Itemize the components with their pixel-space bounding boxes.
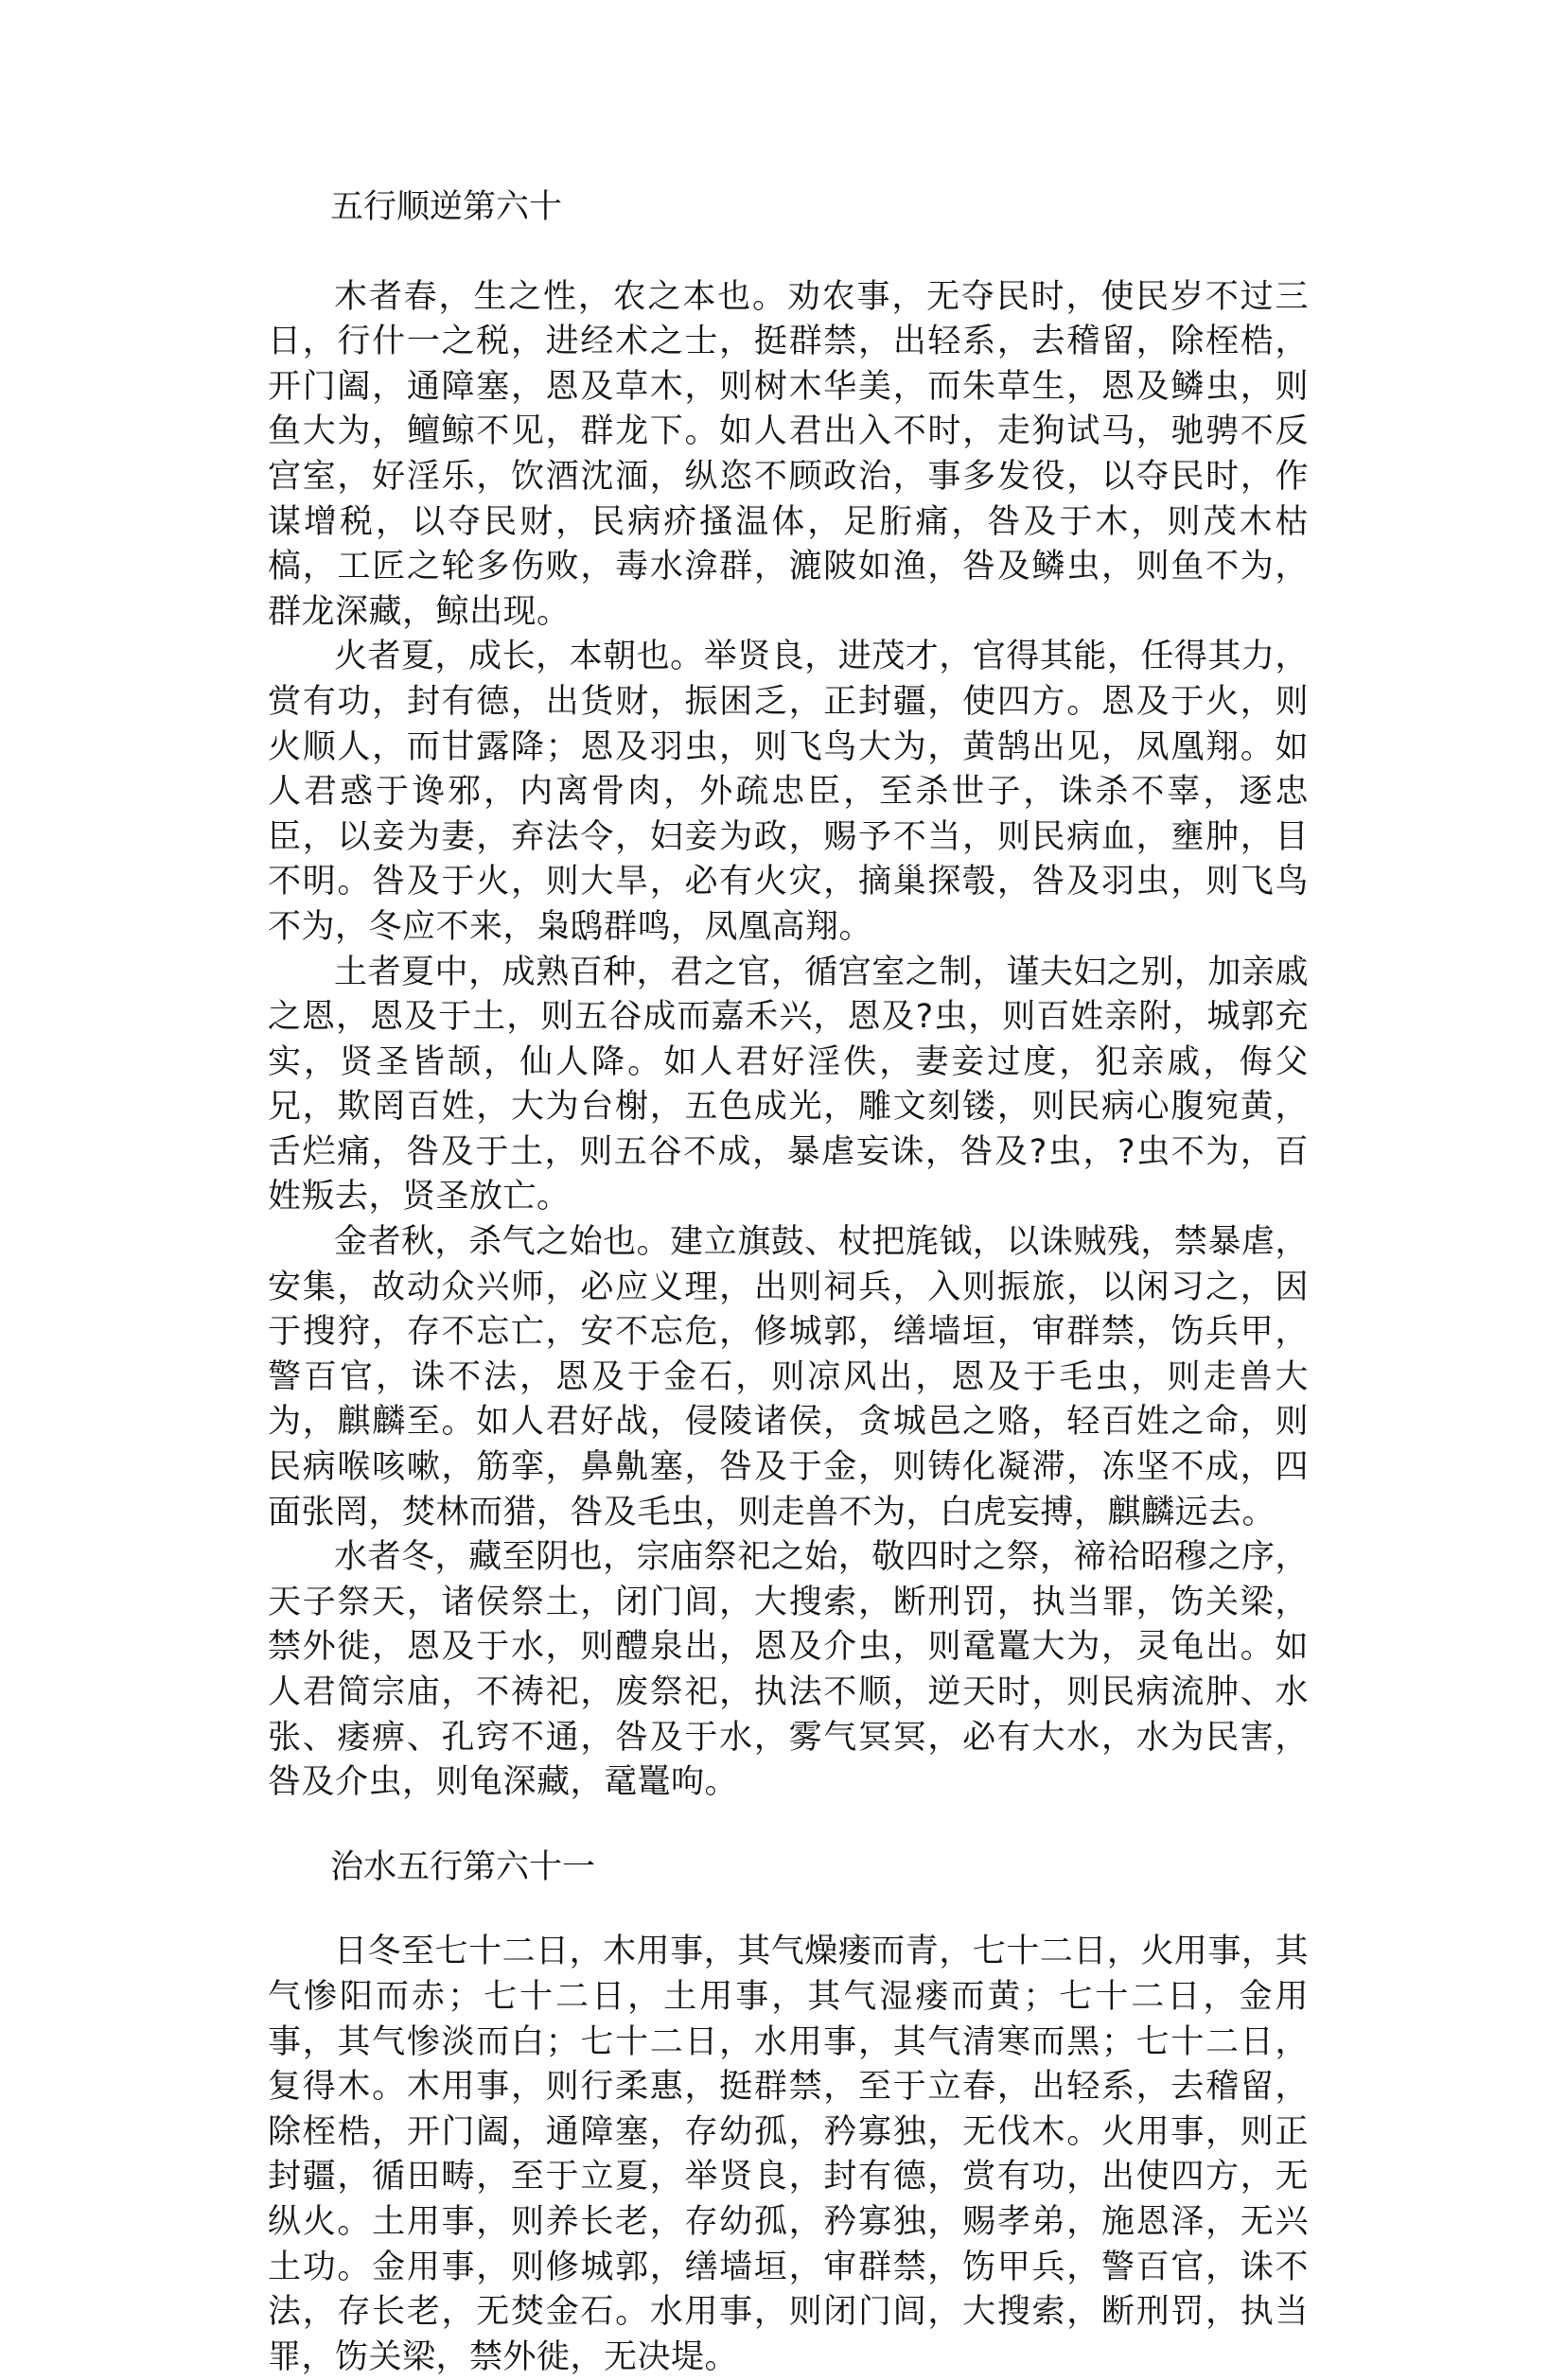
paragraph-water: 水者冬，藏至阴也，宗庙祭祀之始，敬四时之祭，禘祫昭穆之序，天子祭天，诸侯祭土，闭门闾，大搜索，断刑罚，执当罪，饬关梁，禁外徙，恩及于水，则醴泉出，恩及介虫，则鼋鼍大为，灵龟出。如人君简宗庙，不祷祀，废祭祀，执法不顺，逆天时，则民病流肿、水张、痿痹、孔窍不通，咎及于水，雾气冥冥，必有大水，水为民害，咎及介虫，则龟深藏，鼋鼍呴。 — [268, 1538, 1309, 1802]
section-divider-space — [268, 1806, 1309, 1846]
paragraph-earth: 土者夏中，成熟百种，君之官，循宫室之制，谨夫妇之别，加亲戚之恩，恩及于土，则五谷成而嘉禾兴，恩及?虫，则百姓亲附，城郭充实，贤圣皆颉，仙人降。如人君好淫佚，妻妾过度，犯亲戚，侮父兄，欺罔百姓，大为台榭，五色成光，雕文刻镂，则民病心腹宛黄，舌烂痛，咎及于土，则五谷不成，暴虐妄诛，咎及?虫，?虫不为，百姓叛去，贤圣放亡。 — [268, 953, 1309, 1216]
section-title-wuxing-shunni: 五行顺逆第六十 — [330, 188, 563, 226]
paragraph-seasonal-cycle: 日冬至七十二日，木用事，其气燥瘘而青，七十二日，火用事，其气惨阳而赤；七十二日，土用事，其气湿瘘而黄；七十二日，金用事，其气惨淡而白；七十二日，水用事，其气清寒而黑；七十二日，复得木。木用事，则行柔惠，挺群禁，至于立春，出轻系，去稽留，除桎梏，开门阖，通障塞，存幼孤，矜寡独，无伐木。火用事，则正封疆，循田畴，至于立夏，举贤良，封有德，赏有功，出使四方，无纵火。土用事，则养长老，存幼孤，矜寡独，赐孝弟，施恩泽，无兴土功。金用事，则修城郭，缮墙垣，审群禁，饬甲兵，警百官，诛不法，存长老，无焚金石。水用事，则闭门闾，大搜索，断刑罚，执当罪，饬关梁，禁外徙，无决堤。 — [268, 1933, 1309, 2376]
section-body-wuxing-shunni — [268, 275, 1309, 1806]
section-body-zhishui-wuxing — [268, 1930, 1309, 2380]
paragraph-wood: 木者春，生之性，农之本也。劝农事，无夺民时，使民岁不过三日，行什一之税，进经术之士，挺群禁，出轻系，去稽留，除桎梏，开门阖，通障塞，恩及草木，则树木华美，而朱草生，恩及鳞虫，则鱼大为，鳣鲸不见，群龙下。如人君出入不时，走狗试马，驰骋不反宫室，好淫乐，饮酒沈湎，纵恣不顾政治，事多发役，以夺民时，作谋增税，以夺民财，民病疥搔温体，足胻痛，咎及于木，则茂木枯槁，工匠之轮多伤败，毒水渰群，漉陂如渔，咎及鳞虫，则鱼不为，群龙深藏，鲸出现。 — [268, 277, 1309, 631]
document-page — [268, 185, 1309, 2380]
section-title-zhishui-wuxing: 治水五行第六十一 — [330, 1847, 596, 1886]
paragraph-metal: 金者秋，杀气之始也。建立旗鼓、杖把旄钺，以诛贼残，禁暴虐，安集，故动众兴师，必应义理，出则祠兵，入则振旅，以闲习之，因于搜狩，存不忘亡，安不忘危，修城郭，缮墙垣，审群禁，饬兵甲，警百官，诛不法，恩及于金石，则凉风出，恩及于毛虫，则走兽大为，麒麟至。如人君好战，侵陵诸侯，贪城邑之赂，轻百姓之命，则民病喉咳嗽，筋挛，鼻鼽塞，咎及于金，则铸化凝滞，冻坚不成，四面张罔，焚林而猎，咎及毛虫，则走兽不为，白虎妄搏，麒麟远去。 — [268, 1223, 1309, 1531]
paragraph-fire: 火者夏，成长，本朝也。举贤良，进茂才，官得其能，任得其力，赏有功，封有德，出货财，振困乏，正封疆，使四方。恩及于火，则火顺人，而甘露降；恩及羽虫，则飞鸟大为，黄鹄出见，凤凰翔。如人君惑于谗邪，内离骨肉，外疏忠臣，至杀世子，诛杀不辜，逐忠臣，以妾为妻，弃法令，妇妾为政，赐予不当，则民病血，壅肿，目不明。咎及于火，则大旱，必有火灾，摘巢探彀，咎及羽虫，则飞鸟不为，冬应不来，枭鸱群鸣，凤凰高翔。 — [268, 638, 1309, 946]
